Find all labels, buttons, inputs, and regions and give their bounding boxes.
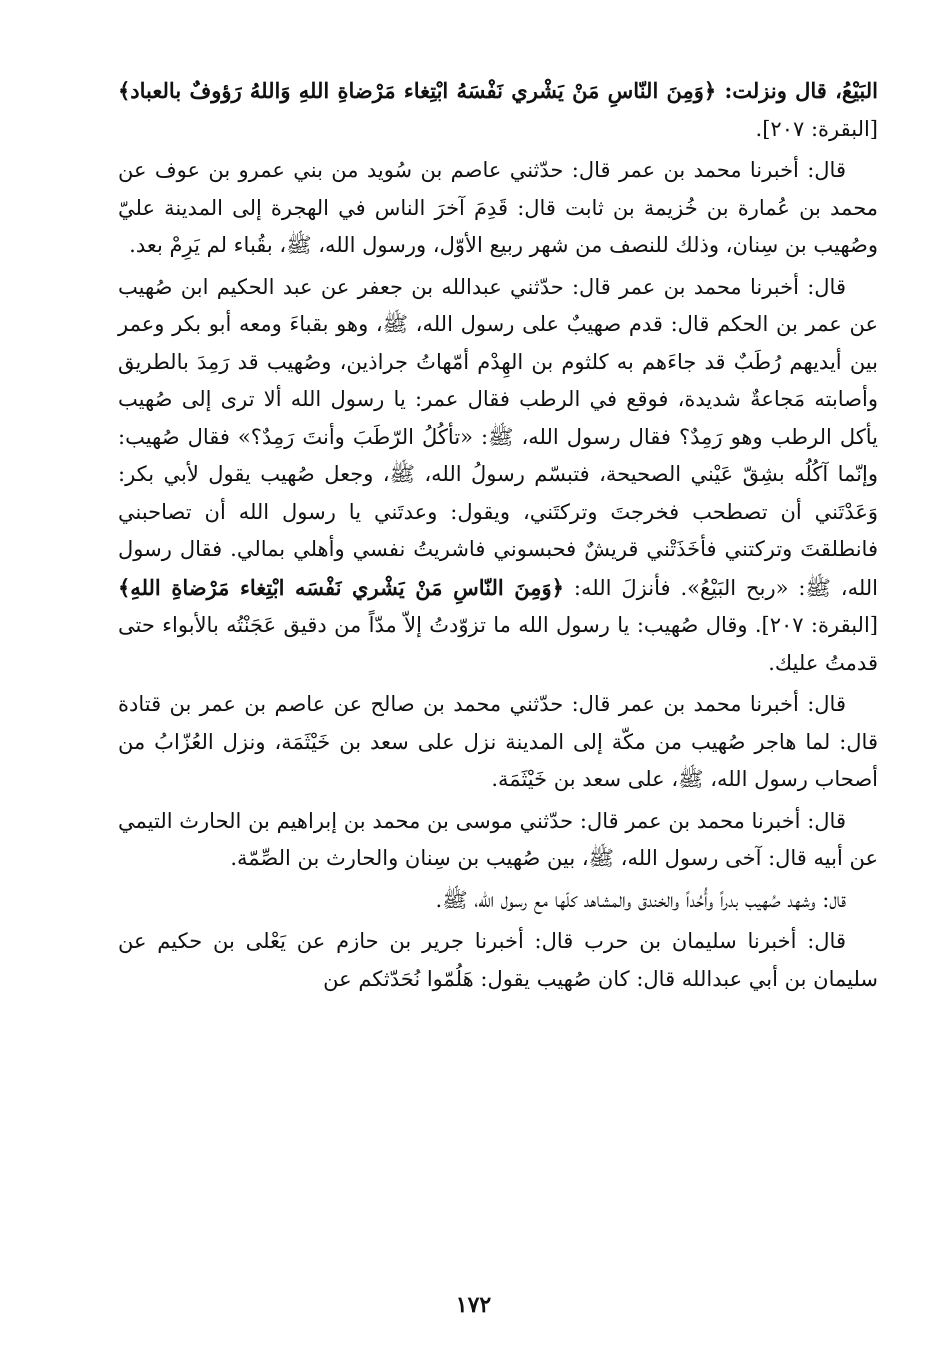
text-run: قال: أخبرنا محمد بن عمر قال: حدّثني موسى بن محمد بن إبراهيم بن الحارث التيمي عن أبيه قال: آخى رسول الله، ﷺ، بين صُهيب بن سِنان والحارث بن الصِّمّة. xyxy=(118,808,878,870)
text-run: قال: أخبرنا سليمان بن حرب قال: أخبرنا جرير بن حازم عن يَعْلى بن حكيم عن سليمان بن أبي عبدالله قال: كان صُهيب يقول: هَلُمّوا نُحَدّثكم عن xyxy=(118,929,878,991)
page-number: ١٧٢ xyxy=(455,1292,492,1318)
paragraph-4 xyxy=(118,686,878,799)
text-run: [البقرة: ٢٠٧]. وقال صُهيب: يا رسول الله ما تزوّدتُ إلاّ مدّاً من دقيق عَجَنْتُه بالأبواء حتى قدمتُ عليك. xyxy=(118,613,878,675)
quran-verse: ﴿وَمِنَ النّاسِ مَنْ يَشْري نَفْسَهُ ابْتِغاء مَرْضاةِ اللهِ وَاللهُ رَؤوفٌ بالعباد﴾ xyxy=(118,78,717,103)
text-run: قال: وشهد صُهيب بدراً وأُحُداً والخندق والمشاهد كلّها مع رسول الله، ﷺ. xyxy=(435,887,846,912)
page-text-body xyxy=(118,72,878,1002)
paragraph-2 xyxy=(118,152,878,265)
paragraph-1 xyxy=(118,72,878,148)
text-run: قال: أخبرنا محمد بن عمر قال: حدّثني محمد بن صالح عن عاصم بن عمر بن قتادة قال: لما هاجر صُهيب من مكّة إلى المدينة نزل على سعد بن خَيْثَمَة، ونزل العُزّابُ من أصحاب رسول الله، ﷺ، على سعد بن خَيْثَمَة. xyxy=(118,692,878,791)
paragraph-6 xyxy=(118,882,878,920)
text-run: قال: أخبرنا محمد بن عمر قال: حدّثني عاصم بن سُويد من بني عمرو بن عوف عن محمد بن عُمارة بن خُزيمة بن ثابت قال: قَدِمَ آخرَ الناس في الهجرة إلى المدينة عليّ وصُهيب بن سِنان، وذلك للنصف من شهر ربيع الأوّل، ورسول الله، ﷺ، بقُباء لم يَرِمْ بعد. xyxy=(118,158,878,257)
paragraph-7 xyxy=(118,923,878,998)
quran-verse: ﴿وَمِنَ النّاسِ مَنْ يَشْري نَفْسَه ابْتِغاء مَرْضاةِ اللهِ﴾ xyxy=(118,574,564,600)
paragraph-5 xyxy=(118,803,878,878)
paragraph-3 xyxy=(118,269,878,683)
verse-reference: [البقرة: ٢٠٧]. xyxy=(755,116,878,141)
text-run: البَيْعُ، قال ونزلت: xyxy=(716,78,878,103)
text-run: قال: أخبرنا محمد بن عمر قال: حدّثني عبدالله بن جعفر عن عبد الحكيم ابن صُهيب عن عمر بن الحكم قال: قدم صهيبٌ على رسول الله، ﷺ، وهو بقباءَ ومعه أبو بكر وعمر بين أيديهم رُطَبٌ قد جاءَهم به كلثوم بن الهِدْم أمّهاتُ جراذين، وصُهيب قد رَمِدَ بالطريق وأصابته مَجاعةٌ شديدة، فوقع في الرطب فقال عمر: يا رسول الله ألا ترى إلى صُهيب يأكل الرطب وهو رَمِدٌ؟ فقال رسول الله، ﷺ: «تأكُلُ الرّطَبَ وأنتَ رَمِدٌ؟» فقال صُهيب: وإنّما آكُلُه بشِقّ عَيْني الصحيحة، فتبسّم رسولُ الله، ﷺ، وجعل صُهيب يقول لأبي بكر: وَعَدْتَني أن تصطحب فخرجتَ وتركتَني، ويقول: وعدتَني يا رسول الله أن تصاحبني فانطلقتَ وتركتني فأخَذَتْني قريشٌ فحبسوني فاشريتُ نفسي وأهلي بمالي. فقال رسول الله، ﷺ: «ربح البَيْعُ». فأنزلَ الله: xyxy=(118,274,879,600)
